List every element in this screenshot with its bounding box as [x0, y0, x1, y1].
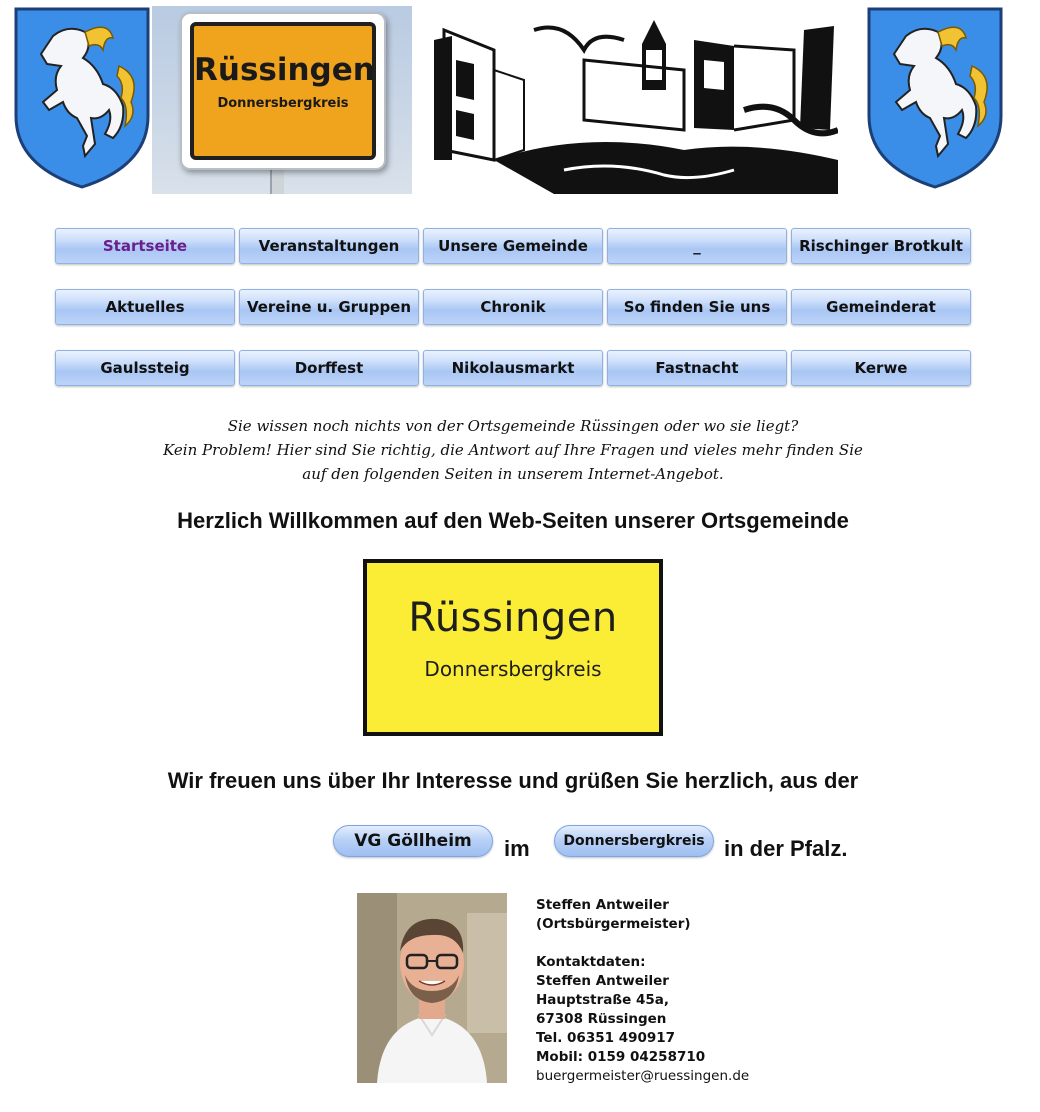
welcome-heading: Herzlich Willkommen auf den Web-Seiten unserer Ortsgemeinde [177, 508, 849, 533]
nav-aktuelles[interactable]: Aktuelles [55, 289, 235, 325]
village-sketch-icon [434, 10, 838, 194]
contact-phone: Tel. 06351 490917 [536, 1030, 676, 1046]
contact-city: 67308 Rüssingen [536, 1011, 667, 1027]
contact-name: Steffen Antweiler [536, 973, 669, 989]
nav-veranstaltungen[interactable]: Veranstaltungen [239, 228, 419, 264]
mayor-photo [357, 893, 507, 1083]
nav-rischinger-brotkult[interactable]: Rischinger Brotkult [791, 228, 971, 264]
nav-so-finden-sie-uns[interactable]: So finden Sie uns [607, 289, 787, 325]
intro-line-3: auf den folgenden Seiten in unserem Internet-Angebot. [302, 465, 724, 483]
intro-line-1: Sie wissen noch nichts von der Ortsgemeinde Rüssingen oder wo sie liegt? [227, 417, 799, 435]
town-sign-graphic [363, 559, 663, 736]
town-sign-photo [152, 6, 412, 194]
vg-goellheim-button[interactable]: VG Göllheim [333, 825, 493, 857]
contact-mobile: Mobil: 0159 04258710 [536, 1049, 706, 1065]
big-sign-town: Rüssingen [408, 595, 618, 641]
region-suffix-text: in der Pfalz. [724, 836, 848, 861]
region-im-text: im [504, 836, 530, 861]
sign-town-label: Rüssingen [194, 52, 375, 88]
nav-dorffest[interactable]: Dorffest [239, 350, 419, 386]
sign-district-label: Donnersbergkreis [217, 96, 349, 111]
intro-line-2: Kein Problem! Hier sind Sie richtig, die Antwort auf Ihre Fragen und vieles mehr finden Sie [163, 441, 863, 459]
donnersbergkreis-button[interactable]: Donnersbergkreis [554, 825, 714, 857]
nav-nikolausmarkt[interactable]: Nikolausmarkt [423, 350, 603, 386]
nav-vereine-gruppen[interactable]: Vereine u. Gruppen [239, 289, 419, 325]
nav-gemeinderat[interactable]: Gemeinderat [791, 289, 971, 325]
contact-email-link[interactable]: buergermeister@ruessingen.de [536, 1068, 750, 1084]
mayor-contact [536, 896, 836, 1086]
intro-text [0, 414, 1040, 486]
left-crest-icon [13, 6, 151, 190]
contact-heading: Kontaktdaten: [536, 954, 646, 970]
nav-unsere-gemeinde[interactable]: Unsere Gemeinde [423, 228, 603, 264]
nav-gaulssteig[interactable]: Gaulssteig [55, 350, 235, 386]
nav-fastnacht[interactable]: Fastnacht [607, 350, 787, 386]
nav-chronik[interactable]: Chronik [423, 289, 603, 325]
nav-startseite[interactable]: Startseite [55, 228, 235, 264]
greeting-text: Wir freuen uns über Ihr Interesse und grüßen Sie herzlich, aus der [167, 768, 859, 793]
mayor-title: (Ortsbürgermeister) [536, 916, 691, 932]
nav-placeholder[interactable]: _ [607, 228, 787, 264]
big-sign-district: Donnersbergkreis [424, 657, 602, 681]
mayor-name: Steffen Antweiler [536, 897, 669, 913]
contact-street: Hauptstraße 45a, [536, 992, 669, 1008]
right-crest-icon [866, 6, 1004, 190]
nav-kerwe[interactable]: Kerwe [791, 350, 971, 386]
